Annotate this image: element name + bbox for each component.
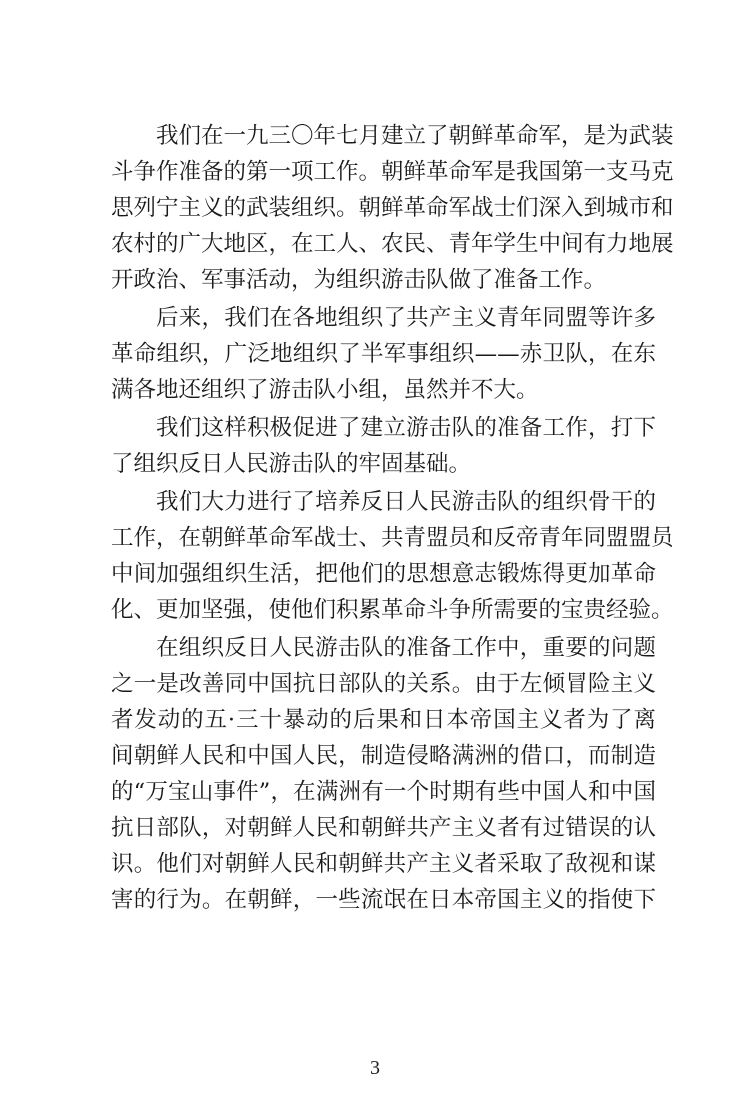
text-line: 间朝鲜人民和中国人民，制造侵略满洲的借口，而制造 <box>111 743 656 769</box>
paragraph-1 <box>111 118 674 298</box>
text-line: 中间加强组织生活，把他们的思想意志锻炼得更加革命 <box>111 561 656 587</box>
text-line: 识。他们对朝鲜人民和朝鲜共产主义者采取了敌视和谋 <box>111 851 656 877</box>
paragraph-2 <box>111 300 656 408</box>
text-line: 农村的广大地区，在工人、农民、青年学生中间有力地展 <box>111 231 674 257</box>
text-line: 的“万宝山事件”，在满洲有一个时期有些中国人和中国 <box>111 779 656 805</box>
text-line: 者发动的五·三十暴动的后果和日本帝国主义者为了离 <box>111 707 656 733</box>
text-line: 革命组织，广泛地组织了半军事组织——赤卫队，在东 <box>111 341 656 367</box>
document-body <box>111 118 674 920</box>
text-line: 了组织反日人民游击队的牢固基础。 <box>111 451 472 477</box>
text-line: 后来，我们在各地组织了共产主义青年同盟等许多 <box>156 305 656 331</box>
paragraph-5 <box>111 630 656 918</box>
text-line: 思列宁主义的武装组织。朝鲜革命军战士们深入到城市和 <box>111 195 674 221</box>
text-line: 抗日部队，对朝鲜人民和朝鲜共产主义者有过错误的认 <box>111 815 656 841</box>
text-line: 我们大力进行了培养反日人民游击队的组织骨干的 <box>156 489 656 515</box>
paragraph-4 <box>111 484 674 628</box>
text-line: 我们在一九三〇年七月建立了朝鲜革命军，是为武装 <box>156 123 674 149</box>
text-line: 化、更加坚强，使他们积累革命斗争所需要的宝贵经验。 <box>111 597 674 623</box>
paragraph-3 <box>111 410 656 482</box>
text-line: 工作，在朝鲜革命军战士、共青盟员和反帝青年同盟盟员 <box>111 525 674 551</box>
text-line: 我们这样积极促进了建立游击队的准备工作，打下 <box>156 415 656 441</box>
text-line: 在组织反日人民游击队的准备工作中，重要的问题 <box>156 635 656 661</box>
text-line: 斗争作准备的第一项工作。朝鲜革命军是我国第一支马克 <box>111 159 674 185</box>
text-line: 害的行为。在朝鲜，一些流氓在日本帝国主义的指使下 <box>111 887 656 913</box>
text-line: 开政治、军事活动，为组织游击队做了准备工作。 <box>111 267 607 293</box>
page-number: 3 <box>370 1057 380 1079</box>
text-line: 之一是改善同中国抗日部队的关系。由于左倾冒险主义 <box>111 671 656 697</box>
text-line: 满各地还组织了游击队小组，虽然并不大。 <box>111 377 539 403</box>
